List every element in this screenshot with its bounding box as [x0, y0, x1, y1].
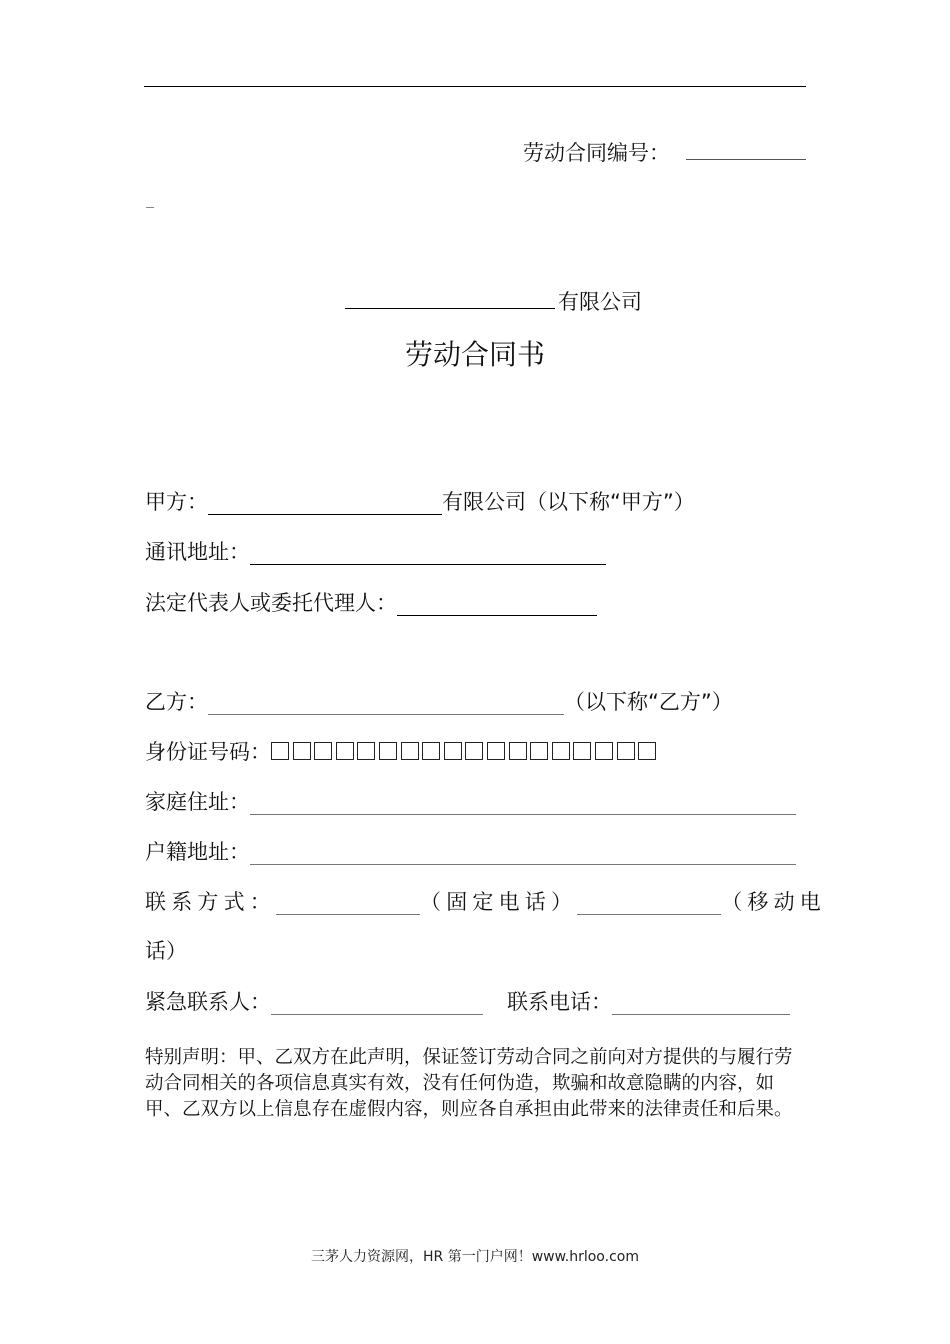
special-statement: 特别声明：甲、乙双方在此声明，保证签订劳动合同之前向对方提供的与履行劳动合同相关的各项信息真实有效，没有任何伪造，欺骗和故意隐瞒的内容，如甲、乙双方以上信息存在虚假内容，则应各自承担由此带来的法律责任和后果。 — [145, 1047, 793, 1120]
stray-dash — [146, 207, 154, 208]
party-b-contact-row — [145, 886, 826, 916]
id-digit-box[interactable] — [271, 742, 289, 760]
party-a-rep-label: 法定代表人或委托代理人： — [145, 591, 397, 615]
party-b-hukou-row — [145, 836, 796, 866]
id-digit-box[interactable] — [487, 742, 505, 760]
id-digit-box[interactable] — [509, 742, 527, 760]
party-b-home-row — [145, 786, 796, 816]
company-suffix: 有限公司 — [558, 290, 642, 314]
emergency-phone-label: 联系电话： — [507, 990, 612, 1014]
party-a-suffix: 有限公司（以下称“甲方”） — [442, 490, 695, 514]
party-b-id-row — [145, 736, 660, 766]
fixed-phone-field[interactable] — [276, 890, 420, 915]
emergency-contact-field[interactable] — [271, 990, 483, 1015]
party-b-row — [145, 686, 733, 716]
party-a-address-row — [145, 536, 606, 566]
id-digit-box[interactable] — [552, 742, 570, 760]
mobile-phone-label: （移动电 — [721, 890, 827, 914]
party-b-home-label: 家庭住址： — [145, 790, 250, 814]
id-digit-box[interactable] — [422, 742, 440, 760]
id-digit-box[interactable] — [617, 742, 635, 760]
party-b-hukou-field[interactable] — [250, 840, 796, 865]
emergency-phone-field[interactable] — [612, 990, 790, 1015]
contract-number-label: 劳动合同编号： — [523, 141, 670, 165]
party-b-hukou-label: 户籍地址： — [145, 840, 250, 864]
emergency-row — [145, 986, 790, 1016]
mobile-phone-field[interactable] — [577, 890, 721, 915]
id-digit-box[interactable] — [465, 742, 483, 760]
party-b-label: 乙方： — [145, 690, 208, 714]
party-b-contact-label: 联系方式： — [145, 890, 276, 914]
document-title: 劳动合同书 — [404, 338, 545, 371]
id-digit-box[interactable] — [379, 742, 397, 760]
id-digit-box[interactable] — [336, 742, 354, 760]
contract-number-field[interactable] — [686, 159, 806, 160]
party-a-address-field[interactable] — [250, 540, 606, 565]
id-number-boxes[interactable] — [271, 740, 660, 764]
fixed-phone-label: （固定电话） — [420, 890, 578, 914]
id-digit-box[interactable] — [530, 742, 548, 760]
id-digit-box[interactable] — [357, 742, 375, 760]
id-digit-box[interactable] — [293, 742, 311, 760]
mobile-phone-wrap: 话） — [145, 939, 187, 963]
id-digit-box[interactable] — [444, 742, 462, 760]
party-a-rep-row — [145, 587, 597, 617]
party-a-rep-field[interactable] — [397, 591, 597, 616]
party-a-label: 甲方： — [145, 490, 208, 514]
id-digit-box[interactable] — [595, 742, 613, 760]
header-rule — [144, 86, 806, 87]
party-b-suffix: （以下称“乙方”） — [564, 690, 733, 714]
party-a-name-field[interactable] — [208, 490, 442, 515]
emergency-label: 紧急联系人： — [145, 990, 271, 1014]
party-b-name-field[interactable] — [208, 690, 564, 715]
footer-text: 三茅人力资源网，HR 第一门户网！www.hrloo.com — [311, 1249, 639, 1265]
id-digit-box[interactable] — [638, 742, 656, 760]
party-b-id-label: 身份证号码： — [145, 740, 271, 764]
id-digit-box[interactable] — [314, 742, 332, 760]
company-name-field[interactable] — [345, 308, 555, 309]
id-digit-box[interactable] — [573, 742, 591, 760]
party-a-address-label: 通讯地址： — [145, 540, 250, 564]
party-b-home-field[interactable] — [250, 790, 796, 815]
id-digit-box[interactable] — [401, 742, 419, 760]
party-a-row — [145, 486, 695, 516]
